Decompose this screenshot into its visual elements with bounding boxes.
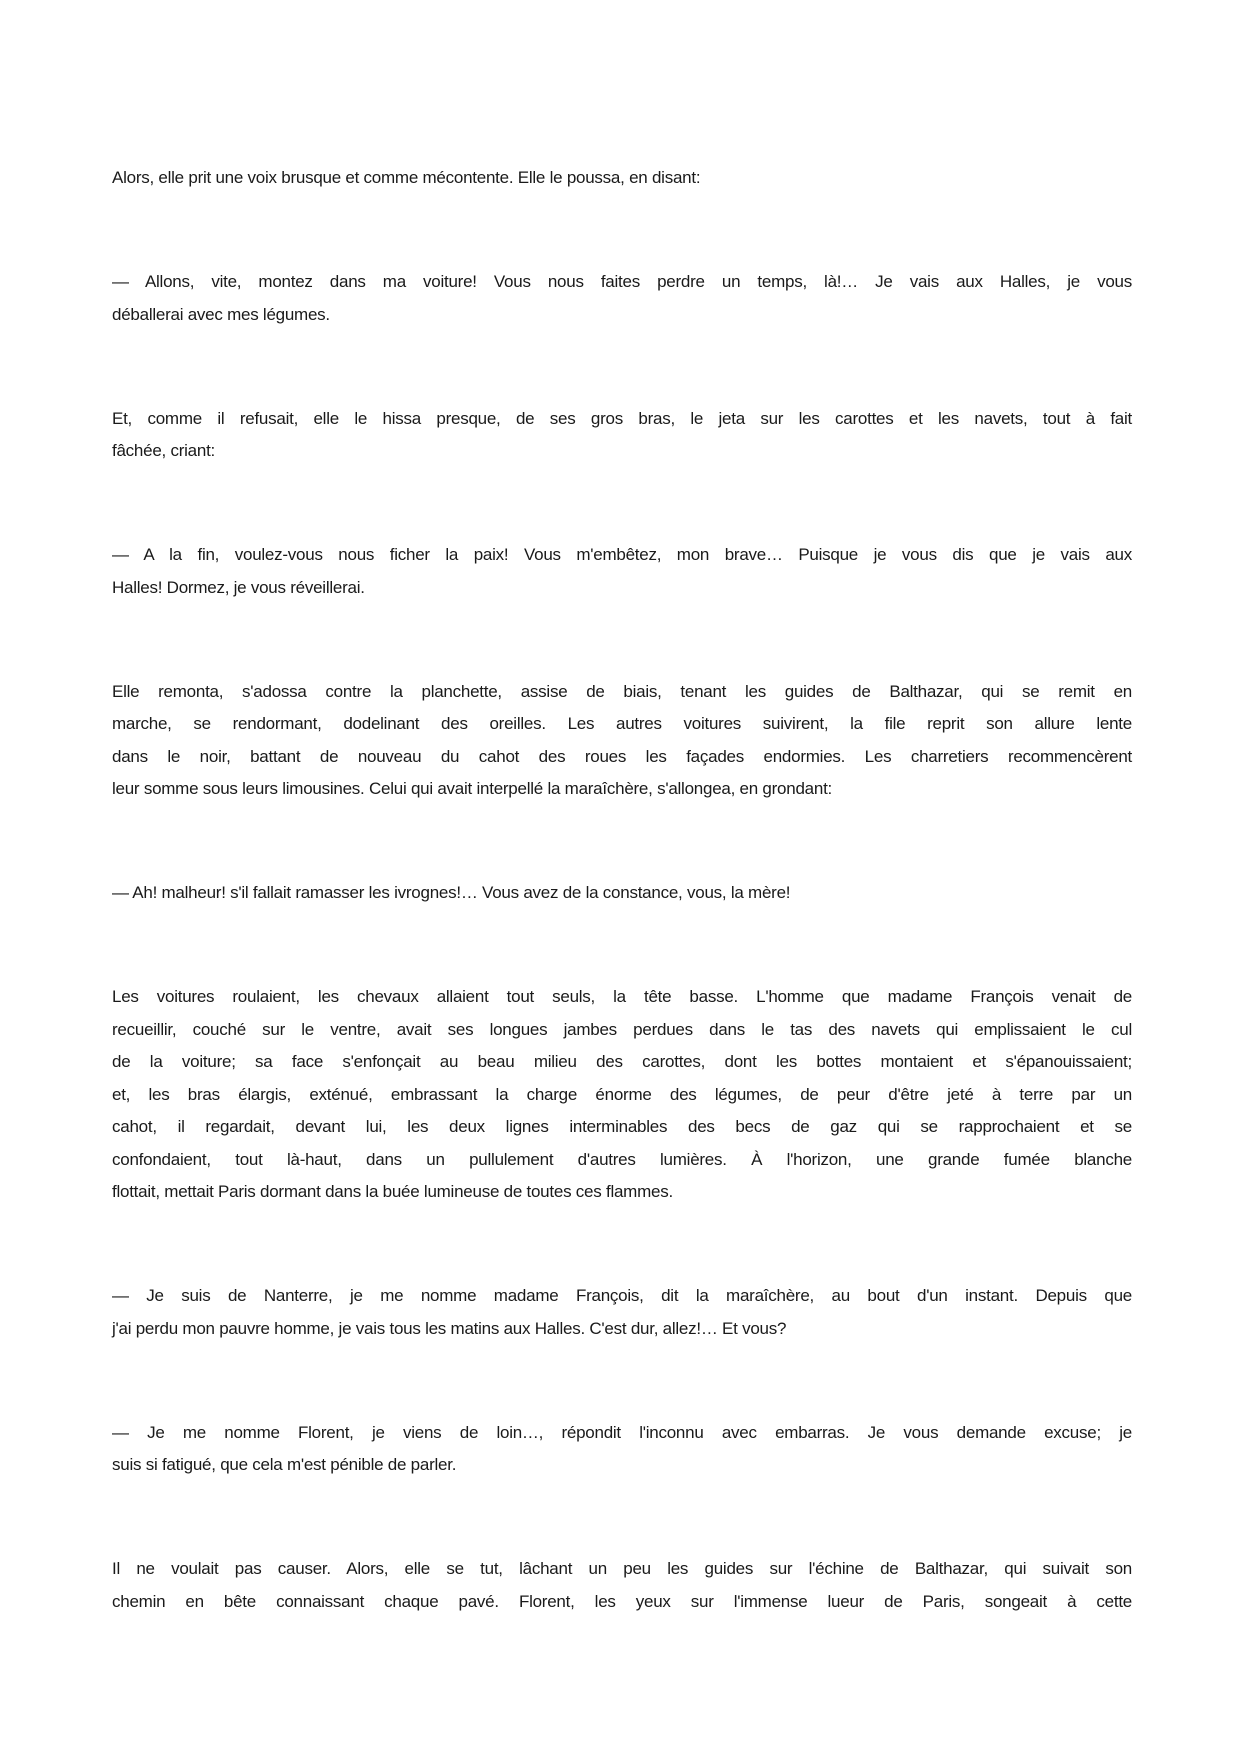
paragraph	[112, 676, 1132, 806]
text-line: dans le noir, battant de nouveau du cahot des roues les façades endormies. Les charretiers recommencèrent	[112, 746, 1132, 766]
text-line: Elle remonta, s'adossa contre la planchette, assise de biais, tenant les guides de Balthazar, qui se remit en	[112, 681, 1132, 701]
text-line: déballerai avec mes légumes.	[112, 304, 330, 324]
text-line: Il ne voulait pas causer. Alors, elle se tut, lâchant un peu les guides sur l'échine de Balthazar, qui suivait son	[112, 1559, 1132, 1578]
text-line: — Ah! malheur! s'il fallait ramasser les ivrognes!… Vous avez de la constance, vous, la mère!	[112, 883, 791, 902]
text-line: suis si fatigué, que cela m'est pénible de parler.	[112, 1455, 457, 1474]
text-line: — Je suis de Nanterre, je me nomme madame François, dit la maraîchère, au bout d'un instant. Depuis que	[112, 1286, 1132, 1305]
paragraph	[112, 981, 1132, 1209]
paragraph	[112, 266, 1132, 331]
paragraph	[112, 1280, 1132, 1345]
text-line: — A la fin, voulez-vous nous ficher la paix! Vous m'embêtez, mon brave… Puisque je vous dis que je vais aux	[112, 545, 1132, 564]
text-line: Halles! Dormez, je vous réveillerai.	[112, 577, 365, 597]
paragraph	[112, 403, 1132, 468]
text-line: fâchée, criant:	[112, 441, 216, 460]
text-line: j'ai perdu mon pauvre homme, je vais tous les matins aux Halles. C'est dur, allez!… Et vous?	[112, 1318, 787, 1338]
text-line: cahot, il regardait, devant lui, les deux lignes interminables des becs de gaz qui se rapprochaient et se	[112, 1117, 1132, 1136]
text-line: de la voiture; sa face s'enfonçait au beau milieu des carottes, dont les bottes montaient et s'épanouissaient;	[112, 1052, 1132, 1071]
text-line: — Allons, vite, montez dans ma voiture! Vous nous faites perdre un temps, là!… Je vais aux Halles, je vous	[112, 272, 1132, 291]
text-line: flottait, mettait Paris dormant dans la buée lumineuse de toutes ces flammes.	[112, 1182, 673, 1201]
text-line: Et, comme il refusait, elle le hissa presque, de ses gros bras, le jeta sur les carottes et les navets, tout à fait	[112, 408, 1132, 428]
document-page	[112, 162, 1132, 1690]
paragraph	[112, 1417, 1132, 1482]
text-line: et, les bras élargis, exténué, embrassant la charge énorme des légumes, de peur d'être jeté à terre par un	[112, 1084, 1132, 1104]
text-line: marche, se rendormant, dodelinant des oreilles. Les autres voitures suivirent, la file reprit son allure lente	[112, 714, 1132, 733]
paragraph	[112, 1553, 1132, 1618]
text-line: Les voitures roulaient, les chevaux allaient tout seuls, la tête basse. L'homme que madame François venait de	[112, 987, 1132, 1006]
text-line: leur somme sous leurs limousines. Celui qui avait interpellé la maraîchère, s'allongea, en grondant:	[112, 779, 833, 798]
text-line: confondaient, tout là-haut, dans un pullulement d'autres lumières. À l'horizon, une grande fumée blanche	[112, 1149, 1132, 1169]
paragraph	[112, 162, 1132, 195]
text-line: chemin en bête connaissant chaque pavé. Florent, les yeux sur l'immense lueur de Paris, songeait à cette	[112, 1591, 1132, 1611]
paragraph	[112, 877, 1132, 910]
text-line: recueillir, couché sur le ventre, avait ses longues jambes perdues dans le tas des navets qui emplissaient le cul	[112, 1019, 1132, 1039]
text-line: — Je me nomme Florent, je viens de loin…, répondit l'inconnu avec embarras. Je vous demande excuse; je	[112, 1422, 1132, 1442]
text-line: Alors, elle prit une voix brusque et comme mécontente. Elle le poussa, en disant:	[112, 168, 701, 187]
paragraph	[112, 539, 1132, 604]
